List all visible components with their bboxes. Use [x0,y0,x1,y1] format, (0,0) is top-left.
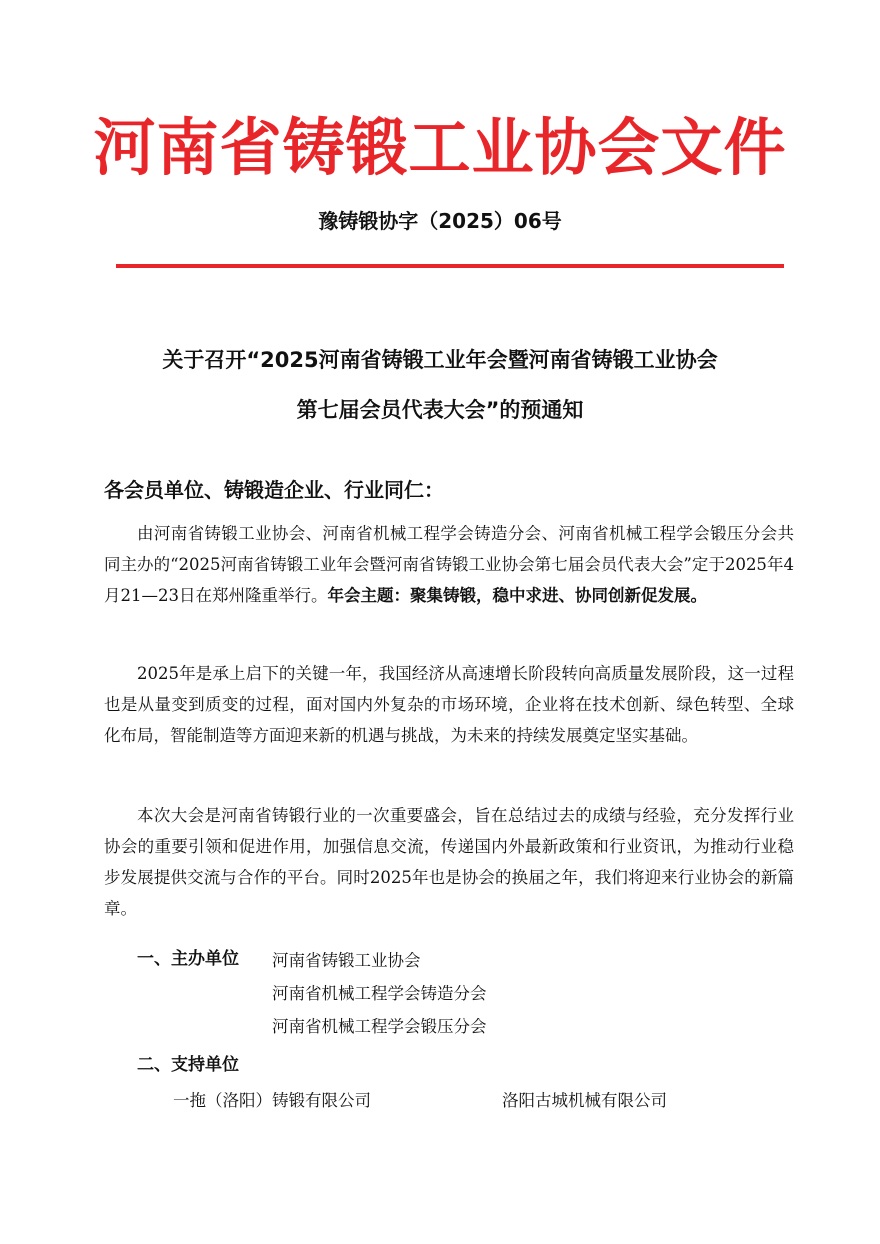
paragraph-purpose: 本次大会是河南省铸锻行业的一次重要盛会，旨在总结过去的成绩与经验，充分发挥行业协会的重要引领和促进作用，加强信息交流，传递国内外最新政策和行业资讯，为推动行业稳步发展提供交流与合作的平台。同时2025年也是协会的换届之年，我们将迎来行业协会的新篇章。 [104,806,794,918]
supporter-item: 一拖（洛阳）铸锻有限公司 [173,1091,371,1110]
paragraph-intro-text: 由河南省铸锻工业协会、河南省机械工程学会铸造分会、河南省机械工程学会锻压分会共同主办的“2025河南省铸锻工业年会暨河南省铸锻工业协会第七届会员代表大会”定于2025年4月21—23日在郑州隆重举行。 [104,524,794,605]
masthead-title: 河南省铸锻工业协会文件 [93,111,787,184]
organizer-item: 河南省机械工程学会铸造分会 [272,984,487,1003]
paragraph-intro [104,518,794,611]
notice-title-line-1: 关于召开“2025河南省铸锻工业年会暨河南省铸锻工业协会 [162,348,718,372]
organizers-heading: 一、主办单位 [137,949,239,969]
organizer-item: 河南省机械工程学会锻压分会 [272,1017,487,1036]
paragraph-context: 2025年是承上启下的关键一年，我国经济从高速增长阶段转向高质量发展阶段，这一过程也是从量变到质变的过程，面对国内外复杂的市场环境，企业将在技术创新、绿色转型、全球化布局，智能制造等方面迎来新的机遇与挑战，为未来的持续发展奠定坚实基础。 [104,664,794,745]
organizers-list [272,944,487,1043]
supporter-item: 洛阳古城机械有限公司 [502,1091,667,1110]
salutation: 各会员单位、铸锻造企业、行业同仁： [104,478,444,502]
supporters-heading: 二、支持单位 [137,1055,239,1075]
document-number: 豫铸锻协字（2025）06号 [318,209,562,233]
red-divider [116,264,784,268]
organizer-item: 河南省铸锻工业协会 [272,951,421,970]
meeting-theme: 年会主题：聚集铸锻，稳中求进、协同创新促发展。 [327,586,707,605]
notice-title-line-2: 第七届会员代表大会”的预通知 [296,398,584,422]
